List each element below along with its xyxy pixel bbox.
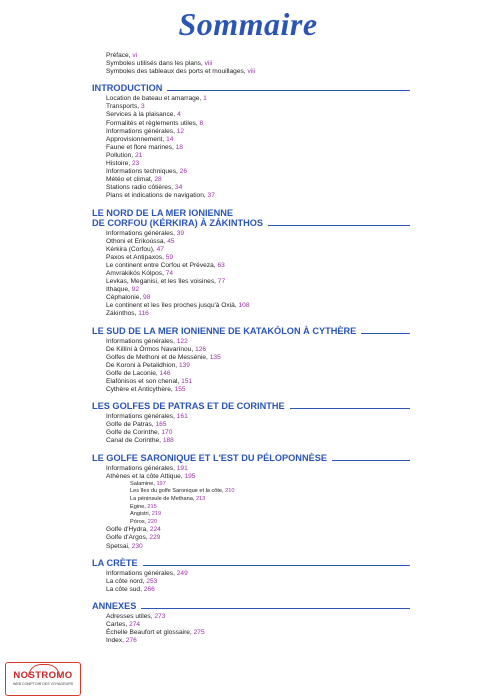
- toc-entry-page: 213: [195, 495, 206, 502]
- toc-entry-label: Symboles des tableaux des ports et mouillages,: [106, 68, 248, 76]
- toc-entry[interactable]: [106, 120, 410, 128]
- section-heading: [92, 83, 410, 93]
- toc-entry-label: Météo et climat,: [106, 176, 155, 184]
- toc-entry-label: Symboles utilisés dans les plans,: [106, 60, 205, 68]
- toc-entry-label: Egine,: [130, 503, 148, 510]
- toc-entry-page: 276: [125, 637, 137, 645]
- toc-entry-page: 191: [176, 464, 188, 472]
- toc-section: [92, 558, 410, 594]
- section-heading: [92, 601, 410, 611]
- toc-entry-page: 12: [176, 127, 185, 135]
- toc-entry[interactable]: [106, 488, 410, 496]
- toc-entry-label: Cythère et Anticythère,: [106, 386, 175, 394]
- section-items: [106, 230, 410, 319]
- toc-entry-page: 77: [217, 278, 226, 286]
- section-rule: [332, 460, 410, 461]
- toc-entry-label: Informations générales,: [106, 337, 177, 345]
- toc-entry-page: 63: [217, 261, 225, 269]
- toc-entry[interactable]: [106, 270, 410, 278]
- toc-entry-page: 155: [174, 386, 186, 394]
- toc-entry-label: Canal de Corinthe,: [106, 437, 163, 445]
- toc-section: [92, 601, 410, 645]
- toc-entry-page: 23: [132, 160, 140, 168]
- toc-entry[interactable]: [106, 246, 410, 254]
- toc-entry-label: Golfe de Corinthe,: [106, 429, 162, 437]
- section-title[interactable]: LE NORD DE LA MER IONIENNE: [92, 207, 234, 218]
- toc-entry[interactable]: [106, 504, 410, 512]
- toc-entry-page: 135: [209, 353, 221, 361]
- toc-entry-label: Les îles du golfe Saronique et la côte,: [130, 488, 226, 495]
- section-title[interactable]: LE GOLFE SARONIQUE ET L'EST DU PÉLOPONNÈSE: [92, 452, 327, 463]
- toc-entry[interactable]: [106, 413, 410, 421]
- toc-entry-label: Plans et indications de navigation,: [106, 192, 208, 200]
- toc-section: [92, 326, 410, 395]
- toc-entry-label: Amvrakikós Kólpos,: [106, 269, 166, 277]
- toc-entry-page: 26: [179, 168, 188, 176]
- toc-entry-label: Zákinthos,: [106, 310, 139, 318]
- toc-entry[interactable]: [106, 386, 410, 394]
- toc-entry[interactable]: [106, 52, 410, 60]
- toc-entry[interactable]: [106, 578, 410, 586]
- toc-entry-label: Échelle Beaufort et glossaire,: [106, 629, 194, 637]
- section-items: [106, 613, 410, 645]
- toc-entry-page: 229: [149, 534, 161, 542]
- toc-entry-page: 37: [207, 192, 215, 200]
- toc-entry-label: Pollution,: [106, 151, 135, 159]
- toc-entry-label: Services à la plaisance,: [106, 111, 178, 119]
- toc-entry-page: 253: [146, 577, 158, 585]
- section-rule: [268, 225, 410, 226]
- toc-entry-page: 108: [238, 302, 250, 310]
- section-items: [106, 95, 410, 200]
- section-title[interactable]: DE CORFOU (KÉRKIRA) À ZÁKINTHOS: [92, 217, 263, 228]
- toc-section: [92, 83, 410, 200]
- toc-entry-label: Levkas, Meganisi, et les îles voisines,: [106, 278, 218, 286]
- toc-entry-label: Formalités et règlements utiles,: [106, 119, 200, 127]
- toc-entry[interactable]: [106, 543, 410, 551]
- toc-entry[interactable]: [106, 152, 410, 160]
- toc-entry[interactable]: [106, 238, 410, 246]
- toc-entry-label: Elafónisos et son chenal,: [106, 378, 182, 385]
- toc-entry-label: Salamine,: [130, 480, 157, 487]
- section-heading: [92, 208, 410, 218]
- toc-section: [92, 453, 410, 551]
- toc-entry[interactable]: [106, 278, 410, 286]
- toc-entry[interactable]: [106, 60, 410, 68]
- toc-entry-page: 1: [203, 95, 207, 103]
- toc-entry[interactable]: [106, 519, 410, 527]
- toc-entry[interactable]: [106, 421, 410, 429]
- toc-entry-page: 21: [134, 151, 143, 159]
- section-items: [106, 413, 410, 445]
- section-heading: [92, 558, 410, 568]
- toc-entry-label: Informations techniques,: [106, 168, 180, 176]
- toc-entry-page: vi: [132, 52, 138, 59]
- toc-entry-page: 116: [138, 310, 149, 318]
- logo-arc-icon: [28, 664, 60, 677]
- toc-entry-label: La côte sud,: [106, 585, 144, 593]
- toc-entry[interactable]: [106, 511, 410, 519]
- toc-entry[interactable]: [106, 144, 410, 152]
- toc-entry-label: Othoni et Erikoússa,: [106, 237, 168, 245]
- section-title[interactable]: INTRODUCTION: [92, 83, 163, 94]
- nostromo-logo: [5, 662, 81, 696]
- toc-entry-label: Ithaque,: [106, 286, 132, 294]
- toc-entry[interactable]: [106, 621, 410, 629]
- toc-entry[interactable]: [106, 338, 410, 346]
- toc-entry-label: Informations générales,: [106, 413, 177, 421]
- toc-entry-label: Golfe de Patras,: [106, 421, 156, 429]
- toc-entry-label: Histoire,: [106, 160, 133, 168]
- toc-entry-label: Cartes,: [106, 620, 130, 628]
- toc-entry[interactable]: [106, 68, 410, 76]
- toc-entry-page: 275: [193, 629, 205, 637]
- front-matter-list: [106, 52, 410, 76]
- toc-entry-page: 195: [184, 472, 196, 480]
- toc-entry-page: 273: [154, 612, 166, 620]
- toc-entry-page: 151: [181, 378, 193, 385]
- toc-entry-label: Le continent et les îles proches jusqu'à Oxiá,: [106, 302, 239, 310]
- toc-entry-label: Stations radio côtières,: [106, 184, 175, 192]
- toc-entry-page: 14: [166, 135, 174, 143]
- toc-entry-page: 274: [129, 620, 141, 628]
- toc-entry-label: Póros,: [130, 518, 148, 525]
- toc-entry[interactable]: [106, 437, 410, 445]
- toc-entry[interactable]: [106, 346, 410, 354]
- section-items: [106, 570, 410, 594]
- toc-entry[interactable]: [106, 629, 410, 637]
- toc-entry-label: Athènes et la côte Attique,: [106, 472, 185, 480]
- toc-entry[interactable]: [106, 128, 410, 136]
- toc-entry[interactable]: [106, 378, 410, 386]
- toc-entry-page: 230: [131, 542, 143, 550]
- toc-entry[interactable]: [106, 254, 410, 262]
- toc-entry-page: 92: [131, 286, 140, 294]
- toc-entry[interactable]: [106, 310, 410, 318]
- toc-entry-label: Golfe d'Argos,: [106, 534, 150, 542]
- toc-entry[interactable]: [106, 160, 410, 168]
- toc-entry[interactable]: [106, 230, 410, 238]
- toc-entry-page: 139: [178, 361, 190, 369]
- toc-entry-label: Informations générales,: [106, 229, 177, 237]
- toc-entry-page: 161: [176, 413, 188, 421]
- toc-entry-label: Adresses utiles,: [106, 612, 155, 620]
- toc-entry-label: Kérkira (Corfou),: [106, 245, 157, 253]
- toc-entry[interactable]: [106, 302, 410, 310]
- toc-entry-page: 170: [161, 429, 173, 437]
- toc-entry-page: 197: [156, 480, 166, 487]
- toc-entry-label: Spetsai,: [106, 542, 132, 550]
- section-rule: [290, 408, 410, 409]
- toc-entry-page: viii: [204, 60, 213, 68]
- toc-entry[interactable]: [106, 637, 410, 645]
- toc-entry[interactable]: [106, 473, 410, 481]
- toc-entry-label: Golfes de Methoni et de Messénie,: [106, 353, 210, 361]
- toc-entry[interactable]: [106, 354, 410, 362]
- toc-entry[interactable]: [106, 534, 410, 542]
- toc-entry[interactable]: [106, 613, 410, 621]
- toc-entry-label: Céphalonie,: [106, 294, 144, 302]
- toc-entry[interactable]: [106, 111, 410, 119]
- table-of-contents: [92, 52, 410, 645]
- toc-entry[interactable]: [106, 570, 410, 578]
- toc-entry-label: De Koroni à Petalidhion,: [106, 361, 179, 369]
- section-title[interactable]: LA CRÈTE: [92, 557, 138, 568]
- page-title: Sommaire: [178, 6, 318, 42]
- toc-entry[interactable]: [106, 526, 410, 534]
- toc-entry-page: 45: [167, 237, 175, 245]
- toc-entry-label: Informations générales,: [106, 464, 177, 472]
- toc-entry-label: Angistri,: [130, 511, 152, 518]
- toc-entry-label: Paxos et Antipaxos,: [106, 253, 166, 261]
- toc-entry-label: Le continent entre Corfou et Préveza,: [106, 261, 218, 269]
- toc-entry-page: 39: [176, 229, 185, 237]
- toc-entry-page: 266: [143, 585, 155, 593]
- toc-entry[interactable]: [106, 286, 410, 294]
- toc-entry-page: 122: [176, 337, 188, 345]
- toc-entry-label: Golfe d'Hydra,: [106, 526, 150, 534]
- section-heading: [92, 218, 410, 228]
- toc-entry-label: La côte nord,: [106, 577, 147, 585]
- toc-entry-page: 4: [177, 111, 181, 119]
- toc-entry[interactable]: [106, 465, 410, 473]
- toc-entry-label: Informations générales,: [106, 127, 177, 135]
- toc-entry[interactable]: [106, 496, 410, 504]
- toc-entry[interactable]: [106, 586, 410, 594]
- toc-entry-page: 34: [174, 184, 183, 192]
- toc-entry-label: Location de bateau et amarrage,: [106, 95, 204, 103]
- toc-entry[interactable]: [106, 168, 410, 176]
- toc-entry-label: De Killíni à Órmos Navarínou,: [106, 345, 196, 353]
- sections-list: [92, 83, 410, 645]
- toc-entry-label: La péninsule de Methana,: [130, 495, 196, 502]
- section-rule: [167, 90, 410, 91]
- toc-entry-page: viii: [247, 68, 256, 76]
- toc-entry-label: Informations générales,: [106, 569, 177, 577]
- section-title[interactable]: LES GOLFES DE PATRAS ET DE CORINTHE: [92, 401, 285, 412]
- toc-entry-page: 219: [151, 511, 162, 518]
- toc-entry[interactable]: [106, 370, 410, 378]
- toc-entry-page: 47: [156, 245, 164, 253]
- toc-entry[interactable]: [106, 103, 410, 111]
- toc-entry-label: Faune et flore marines,: [106, 143, 176, 151]
- toc-entry[interactable]: [106, 136, 410, 144]
- toc-entry-page: 8: [199, 119, 204, 127]
- section-heading: [92, 401, 410, 411]
- toc-entry-label: Approvisionnement,: [106, 135, 167, 143]
- toc-entry-page: 3: [140, 103, 145, 111]
- toc-entry-label: Golfe de Laconie,: [106, 369, 160, 377]
- section-rule: [141, 608, 410, 609]
- toc-entry[interactable]: [106, 262, 410, 270]
- toc-entry-page: 215: [147, 503, 157, 510]
- toc-entry-page: 220: [147, 518, 158, 525]
- toc-section: [92, 208, 410, 319]
- logo-tagline: WEB COMPTOIR DES VOYAGEURS: [12, 682, 74, 686]
- logo-name: NOSTROMO: [13, 670, 73, 681]
- toc-entry-page: 224: [149, 526, 161, 534]
- toc-entry[interactable]: [106, 184, 410, 192]
- toc-entry-page: 59: [165, 253, 174, 261]
- section-items: [106, 338, 410, 395]
- toc-entry-page: 28: [154, 176, 162, 184]
- toc-entry[interactable]: [106, 362, 410, 370]
- toc-entry[interactable]: [106, 192, 410, 200]
- toc-entry-page: 165: [155, 421, 167, 429]
- toc-entry[interactable]: [106, 176, 410, 184]
- toc-entry-page: 146: [159, 369, 171, 377]
- section-heading: [92, 453, 410, 463]
- toc-entry-page: 249: [176, 569, 188, 577]
- toc-entry[interactable]: [106, 429, 410, 437]
- section-rule: [143, 565, 410, 566]
- section-heading: [92, 326, 410, 336]
- section-title[interactable]: ANNEXES: [92, 600, 137, 611]
- toc-entry-page: 74: [165, 269, 174, 277]
- toc-entry-page: 98: [143, 294, 151, 302]
- toc-section: [92, 401, 410, 445]
- toc-entry[interactable]: [106, 294, 410, 302]
- toc-entry[interactable]: [106, 481, 410, 489]
- toc-entry-page: 210: [225, 488, 235, 495]
- section-title[interactable]: LE SUD DE LA MER IONIENNE DE KATAKÓLON À CYTHÈRE: [92, 325, 357, 336]
- toc-entry-page: 188: [162, 437, 174, 445]
- section-rule: [361, 333, 410, 334]
- toc-entry-label: Préface,: [106, 52, 133, 59]
- toc-entry[interactable]: [106, 95, 410, 103]
- toc-entry-page: 18: [175, 143, 183, 151]
- section-items: [106, 465, 410, 551]
- toc-entry-label: Transports,: [106, 103, 141, 111]
- toc-entry-page: 126: [195, 345, 207, 353]
- toc-entry-label: Index,: [106, 637, 126, 645]
